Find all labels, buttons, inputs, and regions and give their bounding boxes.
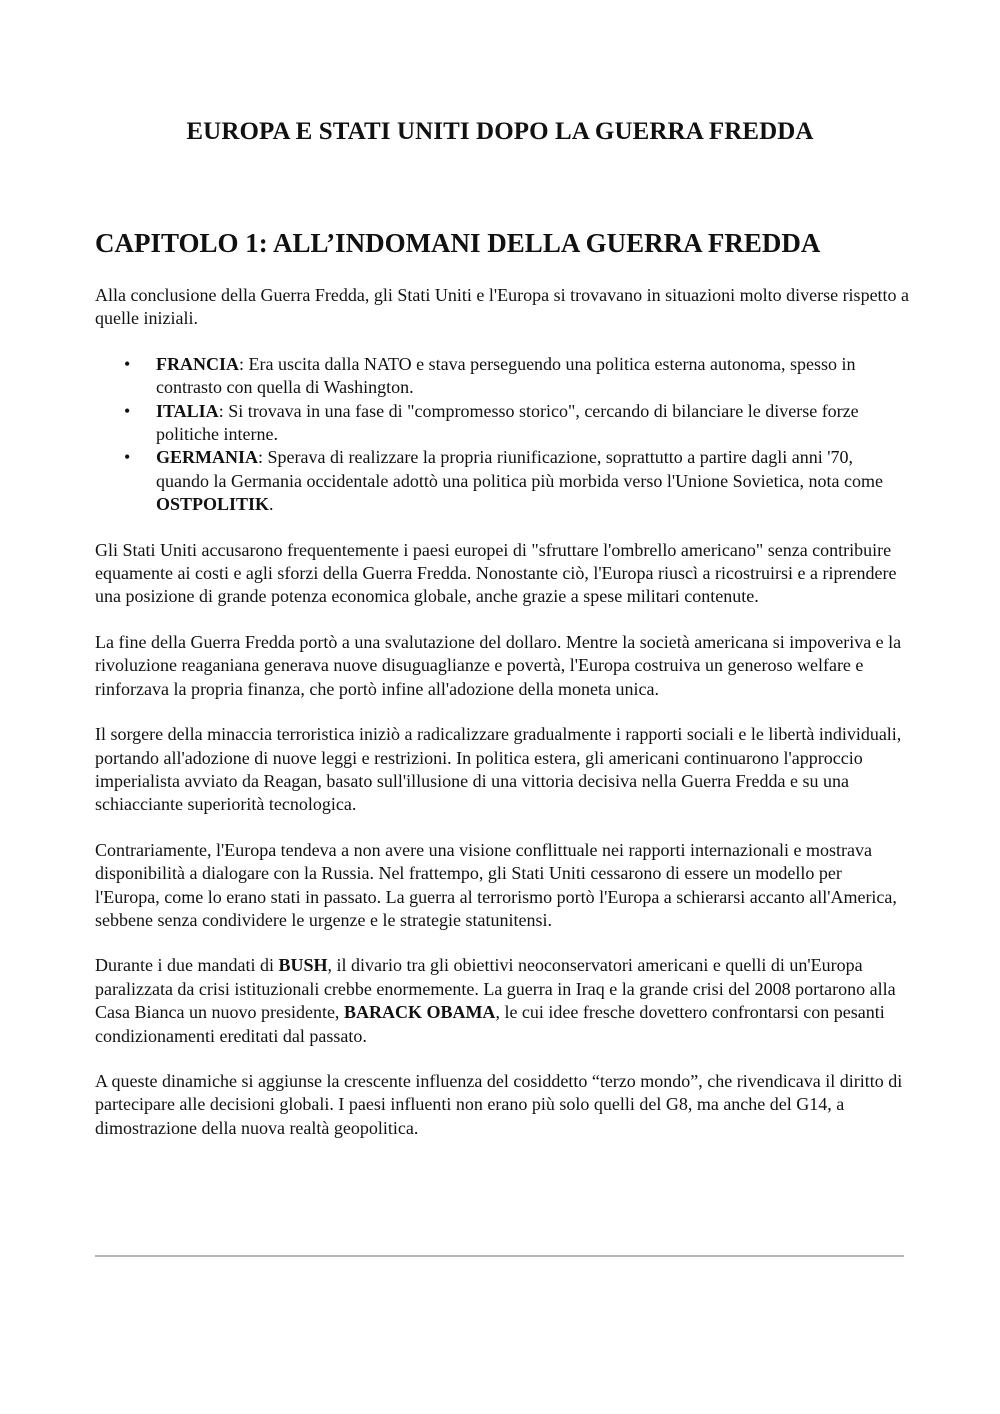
footer-divider <box>95 1255 904 1257</box>
bush-obama-text-3: , le cui idee fresche dovettero confrontarsi con pesanti condizionamenti ereditati dal passato. <box>95 1002 885 1046</box>
country-name-germania: GERMANIA <box>156 447 258 468</box>
bullet-icon: • <box>124 353 131 374</box>
bullet-icon: • <box>124 447 131 468</box>
countries-list <box>95 353 910 517</box>
list-item-francia <box>124 353 910 400</box>
bush-obama-text-1: Durante i due mandati di <box>95 955 279 976</box>
term-ostpolitik: OSTPOLITIK <box>156 494 270 515</box>
paragraph-svalutazione-dollaro: La fine della Guerra Fredda portò a una svalutazione del dollaro. Mentre la società americana si impoveriva e la rivoluzione reaganiana generava nuove disuguaglianze e povertà, l'Europa costruiva un generoso welfare e rinforzava la propria finanza, che portò infine all'adozione della moneta unica. <box>95 631 902 699</box>
paragraph-minaccia-terroristica: Il sorgere della minaccia terroristica iniziò a radicalizzare gradualmente i rapporti sociali e le libertà individuali, portando all'adozione di nuove leggi e restrizioni. In politica estera, gli americani continuarono l'approccio imperialista avviato da Reagan, basato sull'illusione di una vittoria decisiva nella Guerra Fredda e su una schiacciante superiorità tecnologica. <box>95 724 902 815</box>
paragraph-terzo-mondo: A queste dinamiche si aggiunse la crescente influenza del cosiddetto “terzo mondo”, che rivendicava il diritto di partecipare alle decisioni globali. I paesi influenti non erano più solo quelli del G8, ma anche del G14, a dimostrazione della nuova realtà geopolitica. <box>95 1070 903 1138</box>
document-body <box>95 226 910 1162</box>
list-item-germania <box>124 446 910 516</box>
list-item-italia <box>124 400 910 447</box>
paragraph-bush-obama <box>95 954 910 1048</box>
paragraph-visione-europea: Contrariamente, l'Europa tendeva a non avere una visione conflittuale nei rapporti internazionali e mostrava disponibilità a dialogare con la Russia. Nel frattempo, gli Stati Uniti cessarono di essere un modello per l'Europa, come lo erano stati in passato. La guerra al terrorismo portò l'Europa a schierarsi accanto all'America, sebbene senza condividere le urgenze e le strategie statunitensi. <box>95 839 897 930</box>
country-text-germania-end: . <box>269 494 274 515</box>
country-text-germania: : Sperava di realizzare la propria riunificazione, soprattutto a partire dagli anni '70, quando la Germania occidentale adottò una politica più morbida verso l'Unione Sovietica, nota come <box>156 447 884 491</box>
country-name-italia: ITALIA <box>156 400 219 421</box>
term-barack-obama: BARACK OBAMA <box>343 1002 496 1023</box>
paragraph-ombrello-americano: Gli Stati Uniti accusarono frequentemente i paesi europei di "sfruttare l'ombrello americano" senza contribuire equamente ai costi e agli sforzi della Guerra Fredda. Nonostante ciò, l'Europa riuscì a ricostruirsi e a riprendere una posizione di grande potenza economica globale, anche grazie a spese militari contenute. <box>95 539 897 607</box>
bush-obama-text-2: , il divario tra gli obiettivi neoconservatori americani e quelli di un'Europa paralizzata da crisi istituzionali crebbe enormemente. La guerra in Iraq e la grande crisi del 2008 portarono alla Casa Bianca un nuovo presidente, <box>95 955 896 1023</box>
intro-paragraph: Alla conclusione della Guerra Fredda, gli Stati Uniti e l'Europa si trovavano in situazioni molto diverse rispetto a quelle iniziali. <box>95 285 910 329</box>
document-title: EUROPA E STATI UNITI DOPO LA GUERRA FREDDA <box>186 118 814 145</box>
chapter-title: CAPITOLO 1: ALL’INDOMANI DELLA GUERRA FREDDA <box>95 228 821 258</box>
country-text-francia: : Era uscita dalla NATO e stava perseguendo una politica esterna autonoma, spesso in contrasto con quella di Washington. <box>156 353 856 398</box>
country-text-italia: : Si trovava in una fase di "compromesso storico", cercando di bilanciare le diverse forze politiche interne. <box>156 400 859 445</box>
bullet-icon: • <box>124 400 131 421</box>
country-name-francia: FRANCIA <box>156 353 239 374</box>
term-bush: BUSH <box>278 955 328 976</box>
